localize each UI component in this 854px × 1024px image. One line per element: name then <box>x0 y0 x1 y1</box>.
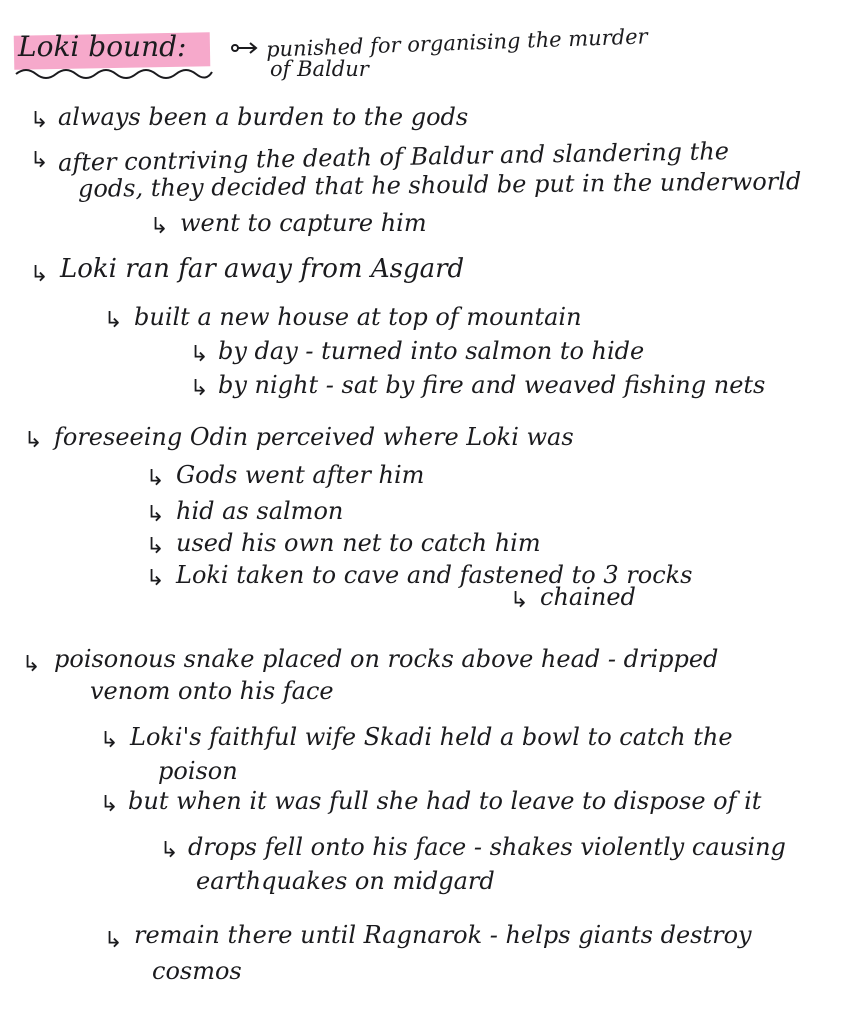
curved-arrow-icon: ↳ <box>104 308 123 333</box>
note-line: Gods went after him <box>176 461 425 489</box>
note-line: gods, they decided that he should be put in the underworld <box>77 167 802 203</box>
note-line: Loki ran far away from Asgard <box>60 254 465 284</box>
note-line: after contriving the death of Baldur and slandering the <box>57 137 730 177</box>
curved-arrow-icon: ↳ <box>510 588 529 613</box>
note-line: always been a burden to the gods <box>58 103 469 131</box>
note-line: by night - sat by fire and weaved fishing nets <box>218 371 766 399</box>
curved-arrow-icon: ↳ <box>146 566 165 591</box>
note-line: but when it was full she had to leave to dispose of it <box>128 787 762 815</box>
title-underline-squiggle <box>14 64 214 80</box>
note-line: cosmos <box>152 957 242 985</box>
curved-arrow-icon: ↳ <box>146 534 165 559</box>
curved-arrow-icon: ↳ <box>146 502 165 527</box>
page-title: Loki bound: <box>18 30 187 63</box>
curved-arrow-icon: ↳ <box>150 214 169 239</box>
note-line: went to capture him <box>180 209 427 237</box>
note-line: drops fell onto his face - shakes violently causing <box>188 833 786 861</box>
note-line: foreseeing Odin perceived where Loki was <box>54 423 574 451</box>
curved-arrow-icon: ↳ <box>100 792 119 817</box>
title-note-line-1: punished for organising the murder <box>265 24 648 62</box>
curved-arrow-icon: ↳ <box>190 342 209 367</box>
note-line: remain there until Ragnarok - helps giants destroy <box>134 921 752 949</box>
circle-arrow-icon <box>230 38 258 58</box>
note-line: poison <box>158 757 238 785</box>
curved-arrow-icon: ↳ <box>30 262 49 287</box>
note-line: earthquakes on midgard <box>196 867 495 895</box>
curved-arrow-icon: ↳ <box>24 428 43 453</box>
note-line: Loki's faithful wife Skadi held a bowl to catch the <box>130 723 733 751</box>
note-line: Loki taken to cave and fastened to 3 rocks <box>176 561 693 589</box>
curved-arrow-icon: ↳ <box>160 838 179 863</box>
curved-arrow-icon: ↳ <box>30 148 49 173</box>
note-line: chained <box>540 583 636 611</box>
curved-arrow-icon: ↳ <box>190 376 209 401</box>
curved-arrow-icon: ↳ <box>104 928 123 953</box>
note-line: used his own net to catch him <box>176 529 541 557</box>
curved-arrow-icon: ↳ <box>146 466 165 491</box>
curved-arrow-icon: ↳ <box>22 652 41 677</box>
note-line: venom onto his face <box>90 677 334 705</box>
curved-arrow-icon: ↳ <box>30 108 49 133</box>
note-line: by day - turned into salmon to hide <box>218 337 645 365</box>
note-line: built a new house at top of mountain <box>134 303 582 331</box>
note-line: hid as salmon <box>176 497 344 525</box>
curved-arrow-icon: ↳ <box>100 728 119 753</box>
title-note-line-2: of Baldur <box>270 57 369 81</box>
note-line: poisonous snake placed on rocks above head - dripped <box>54 645 719 673</box>
